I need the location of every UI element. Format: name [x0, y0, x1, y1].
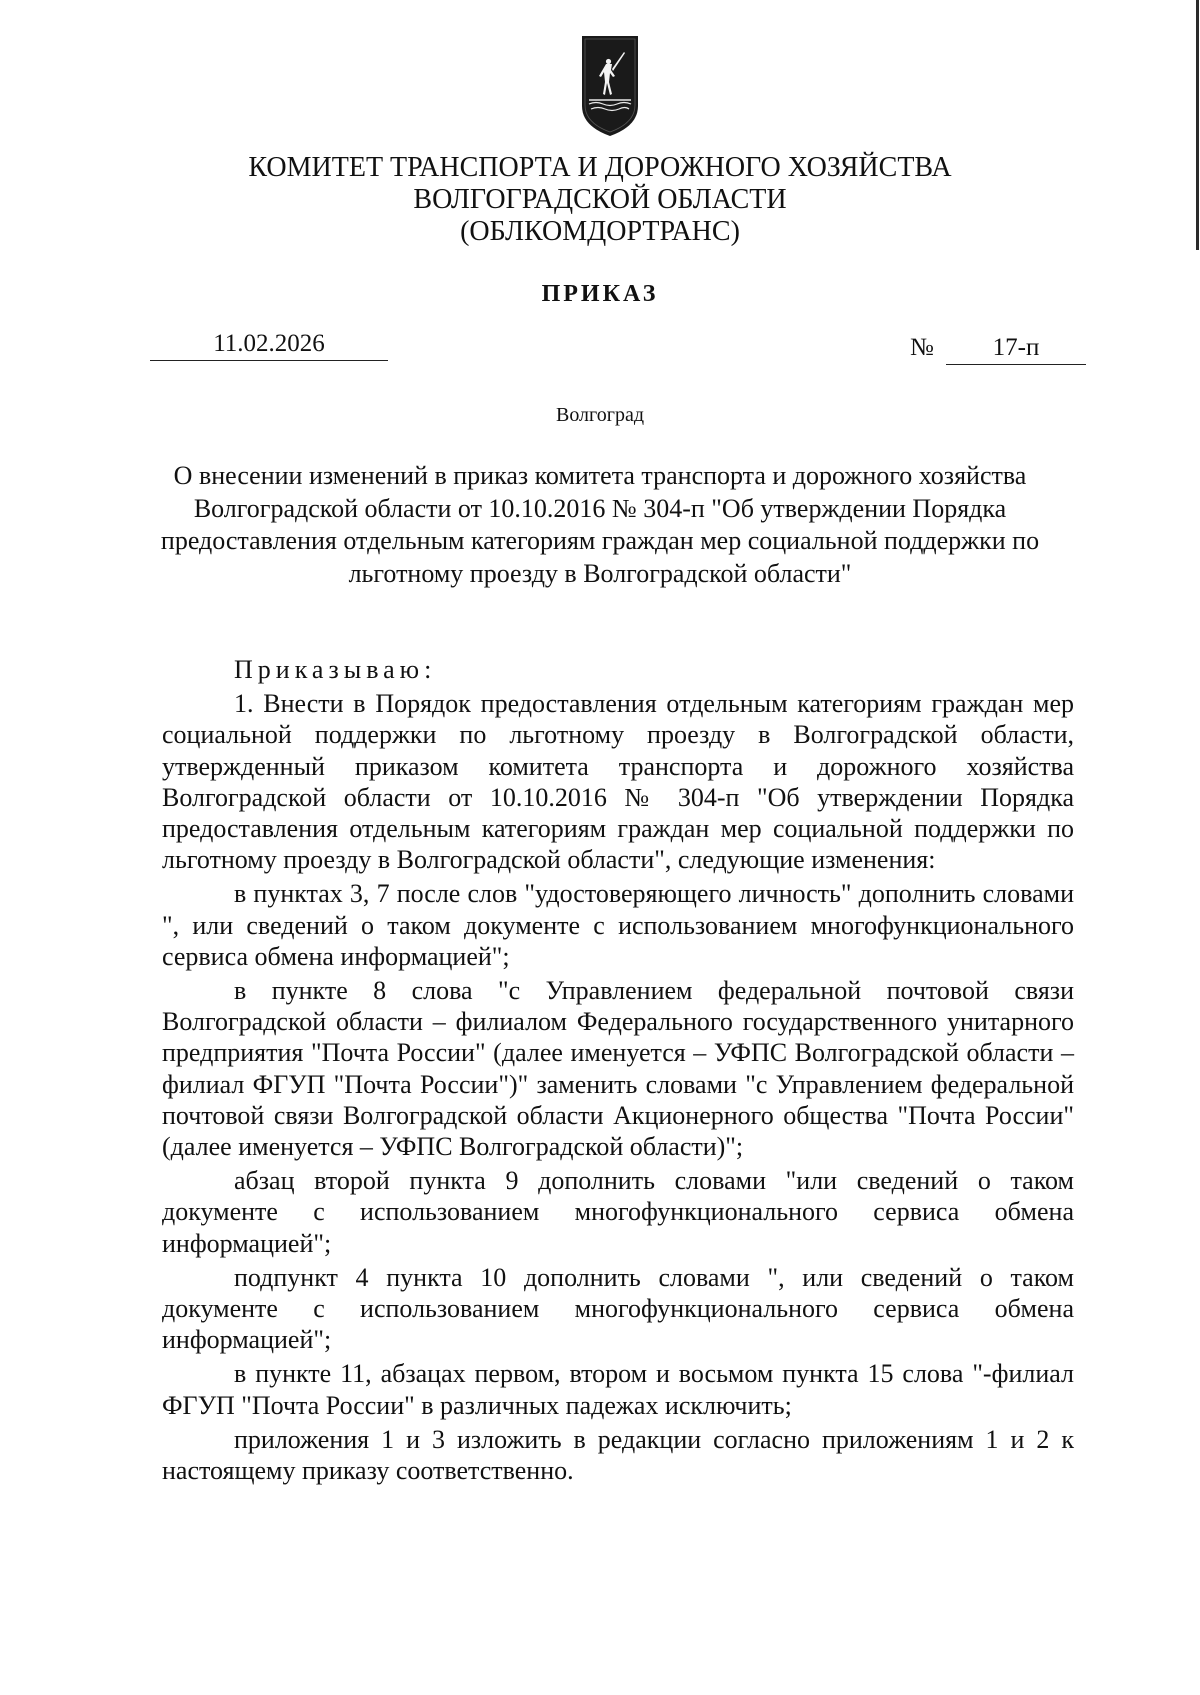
order-intro: Приказываю:	[234, 655, 437, 684]
order-body	[162, 654, 1074, 1486]
number-underline	[946, 364, 1086, 365]
scan-edge-mark	[1196, 0, 1199, 250]
body-paragraph: в пункте 8 слова "с Управлением федеральной почтовой связи Волгоградской области – филиалом Федерального государственного унитарного предприятия "Почта России" (далее именуется – УФПС Волгоградской области – филиал ФГУП "Почта России")" заменить словами "с Управлением федеральной почтовой связи Волгоградской области Акционерного общества "Почта России" (далее именуется – УФПС Волгоградской области)";	[162, 976, 1074, 1162]
body-paragraph: абзац второй пункта 9 дополнить словами "или сведений о таком документе с использованием многофункционального сервиса обмена информацией";	[162, 1166, 1074, 1258]
order-date: 11.02.2026	[213, 330, 325, 357]
org-abbreviation: (ОБЛКОМДОРТРАНС)	[460, 216, 740, 247]
body-paragraph: приложения 1 и 3 изложить в редакции согласно приложениям 1 и 2 к настоящему приказу соответственно.	[162, 1424, 1074, 1486]
date-underline	[150, 360, 388, 361]
number-sign: №	[910, 334, 934, 361]
org-name-line-1: КОМИТЕТ ТРАНСПОРТА И ДОРОЖНОГО ХОЗЯЙСТВА	[248, 152, 952, 183]
body-paragraph: в пункте 11, абзацах первом, втором и восьмом пункта 15 слова "-филиал ФГУП "Почта России" в различных падежах исключить;	[162, 1359, 1074, 1420]
body-paragraph: подпункт 4 пункта 10 дополнить словами ", или сведений о таком документе с использованием многофункционального сервиса обмена информацией";	[162, 1262, 1074, 1355]
city-name: Волгоград	[555, 404, 645, 426]
volgograd-coat-of-arms-icon	[582, 36, 638, 136]
order-title: О внесении изменений в приказ комитета транспорта и дорожного хозяйства Волгоградской области от 10.10.2016 № 304-п "Об утверждении Порядка предоставления отдельным категориям граждан мер социальной поддержки по льготному проезду в Волгоградской области"	[160, 461, 1040, 588]
order-number: 17-п	[992, 334, 1040, 361]
body-paragraph: 1. Внести в Порядок предоставления отдельным категориям граждан мер социальной поддержки по льготному проезду в Волгоградской области, утвержденный приказом комитета транспорта и дорожного хозяйства Волгоградской области от 10.10.2016 № 304-п "Об утверждении Порядка предоставления отдельным категориям граждан мер социальной поддержки по льготному проезду в Волгоградской области", следующие изменения:	[162, 689, 1074, 875]
document-type: ПРИКАЗ	[541, 281, 659, 307]
org-name-line-2: ВОЛГОГРАДСКОЙ ОБЛАСТИ	[413, 184, 787, 215]
body-paragraph: в пунктах 3, 7 после слов "удостоверяющего личность" дополнить словами ", или сведений о таком документе с использованием многофункционального сервиса обмена информацией";	[162, 879, 1074, 971]
